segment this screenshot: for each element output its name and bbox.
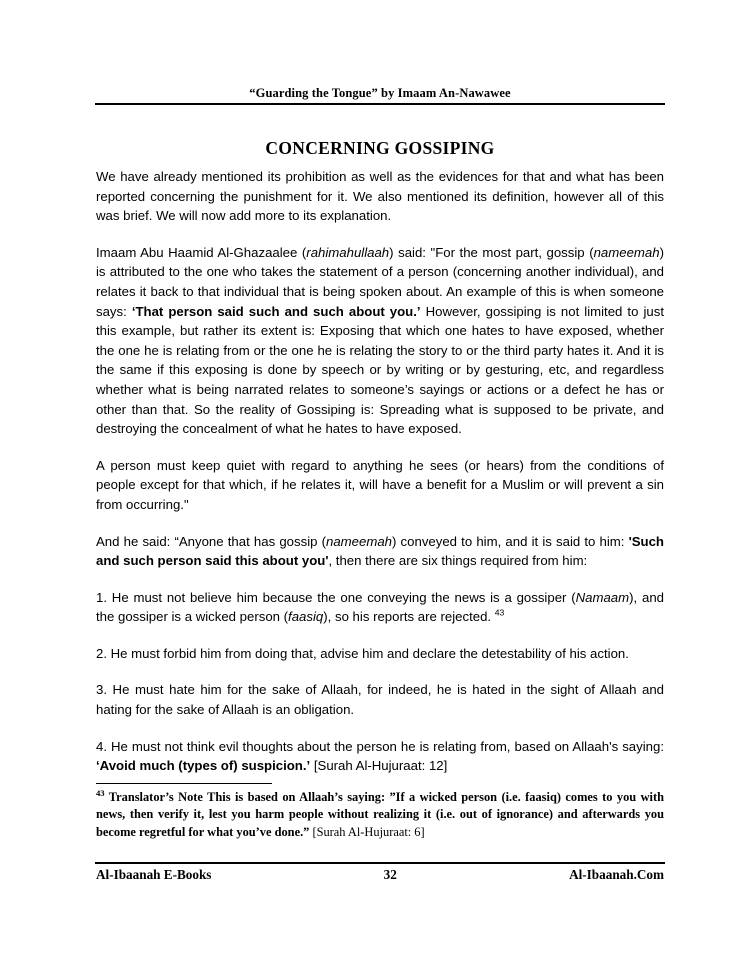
header-divider-rule	[95, 103, 665, 105]
italic-term-faasiq: faasiq	[288, 609, 324, 625]
page-title: CONCERNING GOSSIPING	[265, 137, 495, 158]
text-run: , then there are six things required from him:	[328, 553, 588, 569]
text-run: 4. He must not think evil thoughts about the person he is relating from, based on Allaah's saying:	[96, 738, 664, 754]
italic-term-nameemah-2: nameemah	[326, 533, 392, 549]
footnote-reference-citation: [Surah Al-Hujuraat: 6]	[309, 824, 425, 839]
italic-term-rahimahullaah: rahimahullaah	[306, 244, 390, 260]
text-run: And he said: “Anyone that has gossip (	[96, 533, 327, 549]
footnote-number: 43	[96, 787, 105, 798]
page-footer	[96, 867, 664, 883]
italic-term-nameemah: nameemah	[593, 244, 660, 260]
footnote-text: Translator’s Note This is based on Allaah’s saying: ”If a wicked person (i.e. faasiq) comes to you with news, then verify it, lest you harm people without realizing it (i.e. out of ignorance) and afterwards you become regretful for what you’ve done.”	[96, 790, 664, 839]
text-run: Imaam Abu Haamid Al-Ghazaalee (	[96, 244, 307, 260]
paragraph-six-things-intro	[96, 532, 664, 571]
running-header: “Guarding the Tongue” by Imaam An-Nawawee	[249, 86, 511, 100]
paragraph-ghazaalee-quote	[96, 243, 664, 439]
body-text-block	[96, 167, 664, 776]
list-item-1	[96, 588, 664, 627]
text-run: [Surah Al-Hujuraat: 12]	[310, 758, 448, 774]
text-run: ), so his reports are rejected.	[323, 609, 495, 625]
bold-quote-avoid-suspicion: ‘Avoid much (types of) suspicion.’	[96, 758, 311, 774]
list-item-4	[96, 737, 664, 776]
text-run: ) conveyed to him, and it is said to him:	[392, 533, 629, 549]
text-run: However, gossiping is not limited to just this example, but rather its extent is: Exposing that which one hates to have exposed, whether the one he is relating from or the one he is relating the story to or the third party hates it. And it is the same if this exposing is done by speech or by writing or by gesturing, etc, and regardless whether what is being narrated relates to someone’s sayings or actions or a defect he has or other than that. So the reality of Gossiping is: Spreading what is supposed to be private, and destroying the concealment of what he hates to have exposed.	[96, 303, 664, 437]
page-number: 32	[383, 867, 397, 882]
paragraph-intro: We have already mentioned its prohibition as well as the evidences for that and what has been reported concerning the punishment for it. We also mentioned its definition, however all of this was brief. We will now add more to its explanation.	[96, 169, 664, 224]
italic-term-namaam: Namaam	[575, 589, 630, 605]
text-run: ) said: "For the most part, gossip (	[389, 244, 594, 260]
footer-publisher: Al-Ibaanah E-Books	[96, 867, 212, 882]
footer-website[interactable]: Al-Ibaanah.Com	[569, 867, 664, 882]
paragraph-keep-quiet: A person must keep quiet with regard to anything he sees (or hears) from the conditions of people except for that which, if he relates it, will have a benefit for a Muslim or will prevent a sin from occurring."	[96, 457, 664, 512]
footnote-separator-rule	[96, 783, 272, 784]
list-item-2: 2. He must forbid him from doing that, advise him and declare the detestability of his action.	[96, 645, 629, 661]
bold-quote-such-and-such: 'Such and such person said this about you'	[96, 533, 664, 569]
text-run: 1. He must not believe him because the one conveying the news is a gossiper (	[96, 589, 576, 605]
list-item-3: 3. He must hate him for the sake of Allaah, for indeed, he is hated in the sight of Allaah and hating for the sake of Allaah is an obligation.	[96, 682, 664, 718]
bold-quote-that-person: ‘That person said such and such about you.’	[131, 303, 421, 319]
text-run: ) is attributed to the one who takes the statement of a person (concerning another individual), and relates it back to that individual that is being spoken about. An example of this is when someone says:	[96, 244, 664, 319]
footer-divider-rule	[95, 862, 665, 864]
text-run: ), and the gossiper is a wicked person (	[96, 589, 664, 625]
footnote-43	[96, 789, 664, 841]
footnote-reference-43[interactable]: 43	[494, 607, 505, 618]
